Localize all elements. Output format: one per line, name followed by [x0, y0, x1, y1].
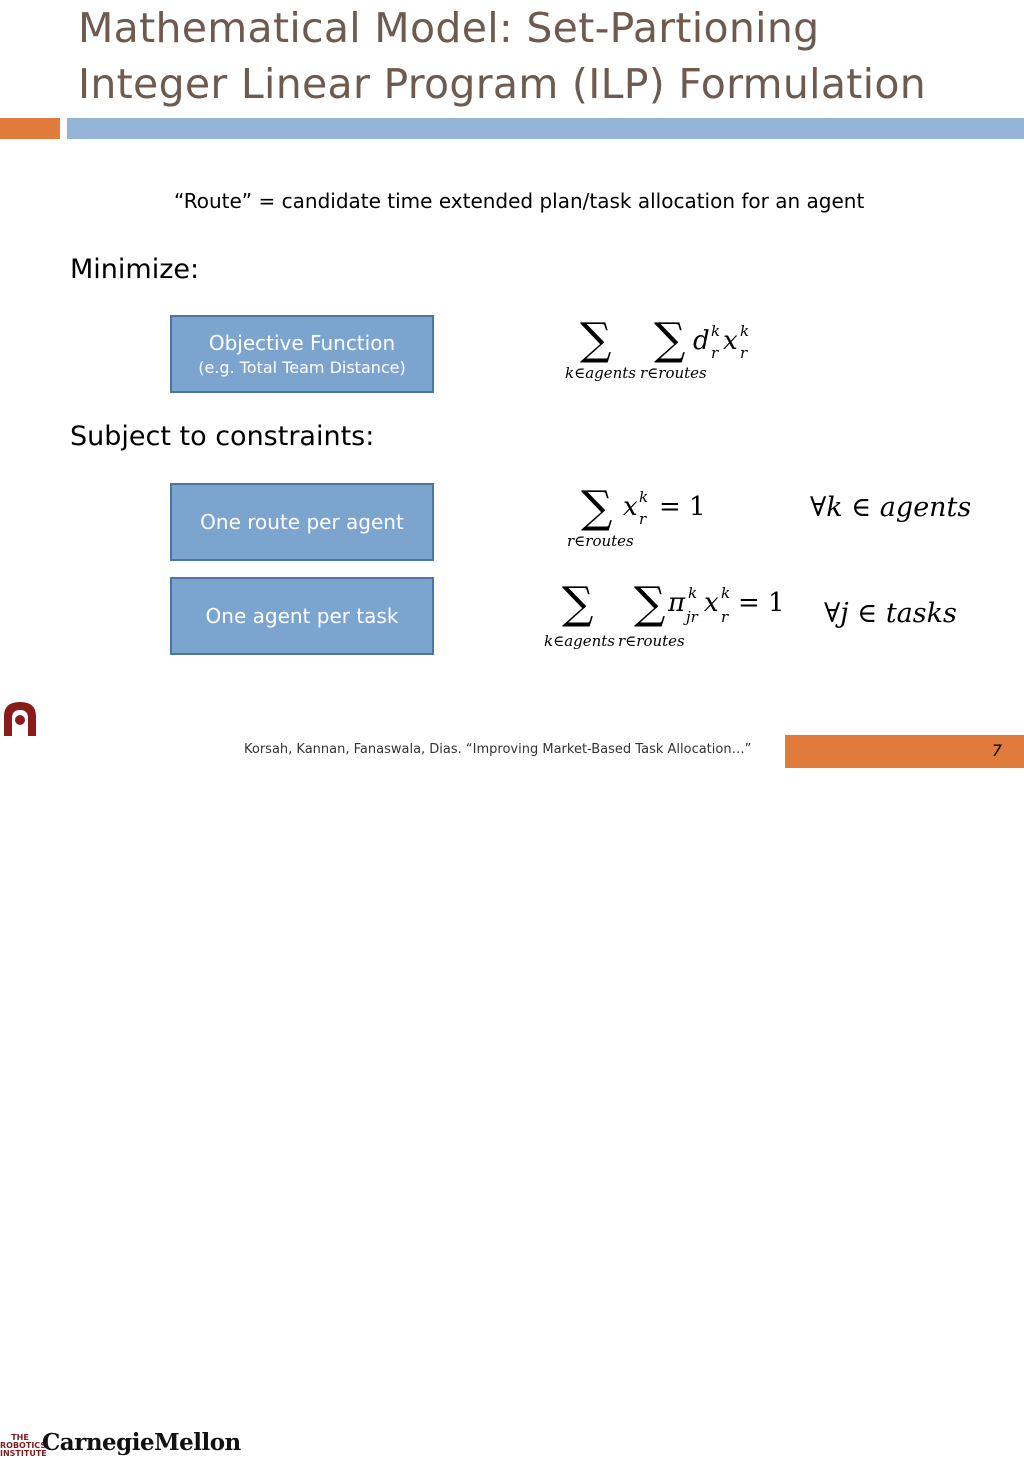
- route-constraint: [563, 480, 983, 560]
- sub-r-x: r: [740, 344, 748, 362]
- sum-routes: ∑: [634, 578, 666, 629]
- sup-k-pi: k: [688, 584, 698, 602]
- rhs: = 1: [659, 492, 706, 522]
- sub-routes: r∈routes: [567, 532, 634, 550]
- one-route-box-label: One route per agent: [200, 510, 404, 534]
- one-agent-per-task-box: [170, 577, 434, 655]
- sub-r-d: r: [711, 344, 719, 362]
- title-accent-blue: [67, 118, 1024, 139]
- objective-equation: [560, 312, 760, 392]
- title-accent-orange: [0, 118, 60, 139]
- slide-title-line-2: Integer Linear Program (ILP) Formulation: [78, 60, 926, 108]
- rhs: = 1: [738, 588, 785, 618]
- sup-k-d: k: [711, 322, 721, 340]
- sum-routes: ∑: [581, 482, 613, 533]
- var-x: x: [723, 326, 738, 356]
- task-constraint: [540, 574, 960, 654]
- sub-routes: r∈routes: [618, 632, 685, 650]
- sub-inner: r∈routes: [640, 364, 707, 382]
- page-number: 7: [991, 741, 1002, 760]
- sub-outer: k∈agents: [565, 364, 637, 382]
- footer-citation: Korsah, Kannan, Fanaswala, Dias. “Improving Market-Based Task Allocation…”: [244, 742, 752, 757]
- sub-jr: jr: [686, 608, 698, 626]
- forall-agents: ∀k ∈ agents: [810, 492, 972, 523]
- slide-title-line-1: Mathematical Model: Set-Partioning: [78, 4, 820, 52]
- one-agent-box-label: One agent per task: [205, 604, 399, 628]
- sub-agents: k∈agents: [544, 632, 616, 650]
- sub-r-x: r: [721, 608, 729, 626]
- carnegie-mellon-wordmark: CarnegieMellon: [42, 1429, 241, 1456]
- cmu-logo: [0, 698, 241, 1458]
- sum-inner: ∑: [654, 314, 686, 365]
- sum-outer: ∑: [580, 314, 612, 365]
- minimize-label: Minimize:: [70, 254, 200, 285]
- robotics-institute-icon: [0, 698, 42, 738]
- sup-k-x: k: [721, 584, 731, 602]
- robotics-institute-label: THE ROBOTICS INSTITUTE: [0, 1433, 47, 1458]
- objective-function-box: [170, 315, 434, 393]
- objective-box-title: Objective Function: [208, 331, 396, 355]
- sup-k: k: [639, 488, 649, 506]
- slide-title: [78, 0, 1018, 112]
- sub-r: r: [639, 510, 647, 528]
- var-d: d: [693, 326, 710, 356]
- forall-tasks: ∀j ∈ tasks: [824, 598, 957, 629]
- sup-k-x: k: [740, 322, 750, 340]
- route-definition: “Route” = candidate time extended plan/task allocation for an agent: [174, 189, 865, 213]
- var-pi: π: [668, 588, 686, 618]
- var-x: x: [704, 588, 719, 618]
- objective-box-example: (e.g. Total Team Distance): [198, 358, 406, 377]
- footer-accent-orange: [785, 735, 1024, 768]
- one-route-per-agent-box: [170, 483, 434, 561]
- sum-agents: ∑: [562, 578, 594, 629]
- constraints-label: Subject to constraints:: [70, 421, 375, 452]
- var-x: x: [623, 492, 638, 522]
